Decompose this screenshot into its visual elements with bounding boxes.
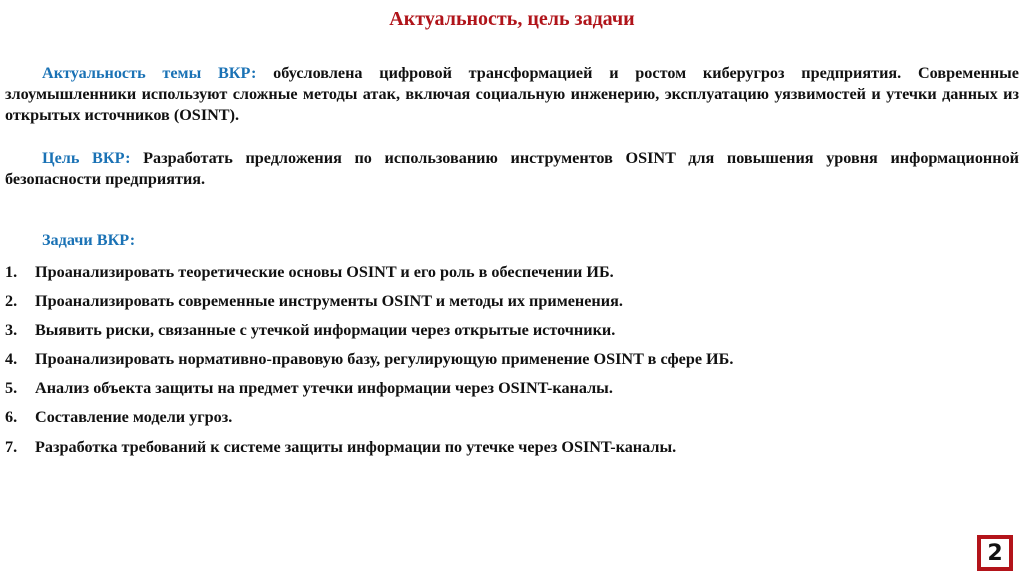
relevance-label: Актуальность темы ВКР: [42,64,257,82]
task-number: 7. [5,437,18,456]
task-text: Составление модели угроз. [35,408,233,427]
task-number: 1. [5,263,18,281]
task-item [5,349,1005,378]
task-text: Выявить риски, связанные с утечкой информации через открытые источники. [35,321,616,340]
task-item [5,407,1005,436]
page-number-badge [977,535,1013,571]
task-text: Проанализировать современные инструменты OSINT и методы их применения. [35,292,623,311]
task-text: Разработка требований к системе защиты информации по утечке через OSINT-каналы. [35,437,677,456]
task-text: Проанализировать нормативно-правовую базу, регулирующую применение OSINT в сфере ИБ. [35,350,734,369]
task-number: 3. [5,321,18,340]
relevance-text: обусловлена цифровой трансформацией и ростом киберугроз предприятия. Современные злоумышленники используют сложные методы атак, включая социальную инженерию, эксплуатацию уязвимостей и утечки данных из открытых источников (OSINT). [5,64,1019,124]
task-item [5,378,1005,407]
task-text: Проанализировать теоретические основы OSINT и его роль в обеспечении ИБ. [35,263,614,281]
task-text: Анализ объекта защиты на предмет утечки информации через OSINT-каналы. [35,379,613,398]
task-item [5,262,1005,291]
task-item [5,320,1005,349]
task-number: 5. [5,379,18,398]
task-item [5,291,1005,320]
task-item [5,437,1005,466]
goal-label: Цель ВКР: [42,149,131,167]
slide-title: Актуальность, цель задачи [389,8,635,30]
goal-text: Разработать предложения по использованию инструментов OSINT для повышения уровня информационной безопасности предприятия. [5,149,1019,188]
goal-paragraph [5,148,1019,190]
task-number: 2. [5,292,18,311]
task-list [5,262,1005,466]
relevance-paragraph [5,63,1019,126]
page-number: 2 [981,539,1009,567]
task-number: 6. [5,408,18,427]
task-number: 4. [5,350,18,369]
tasks-heading: Задачи ВКР: [42,231,136,249]
